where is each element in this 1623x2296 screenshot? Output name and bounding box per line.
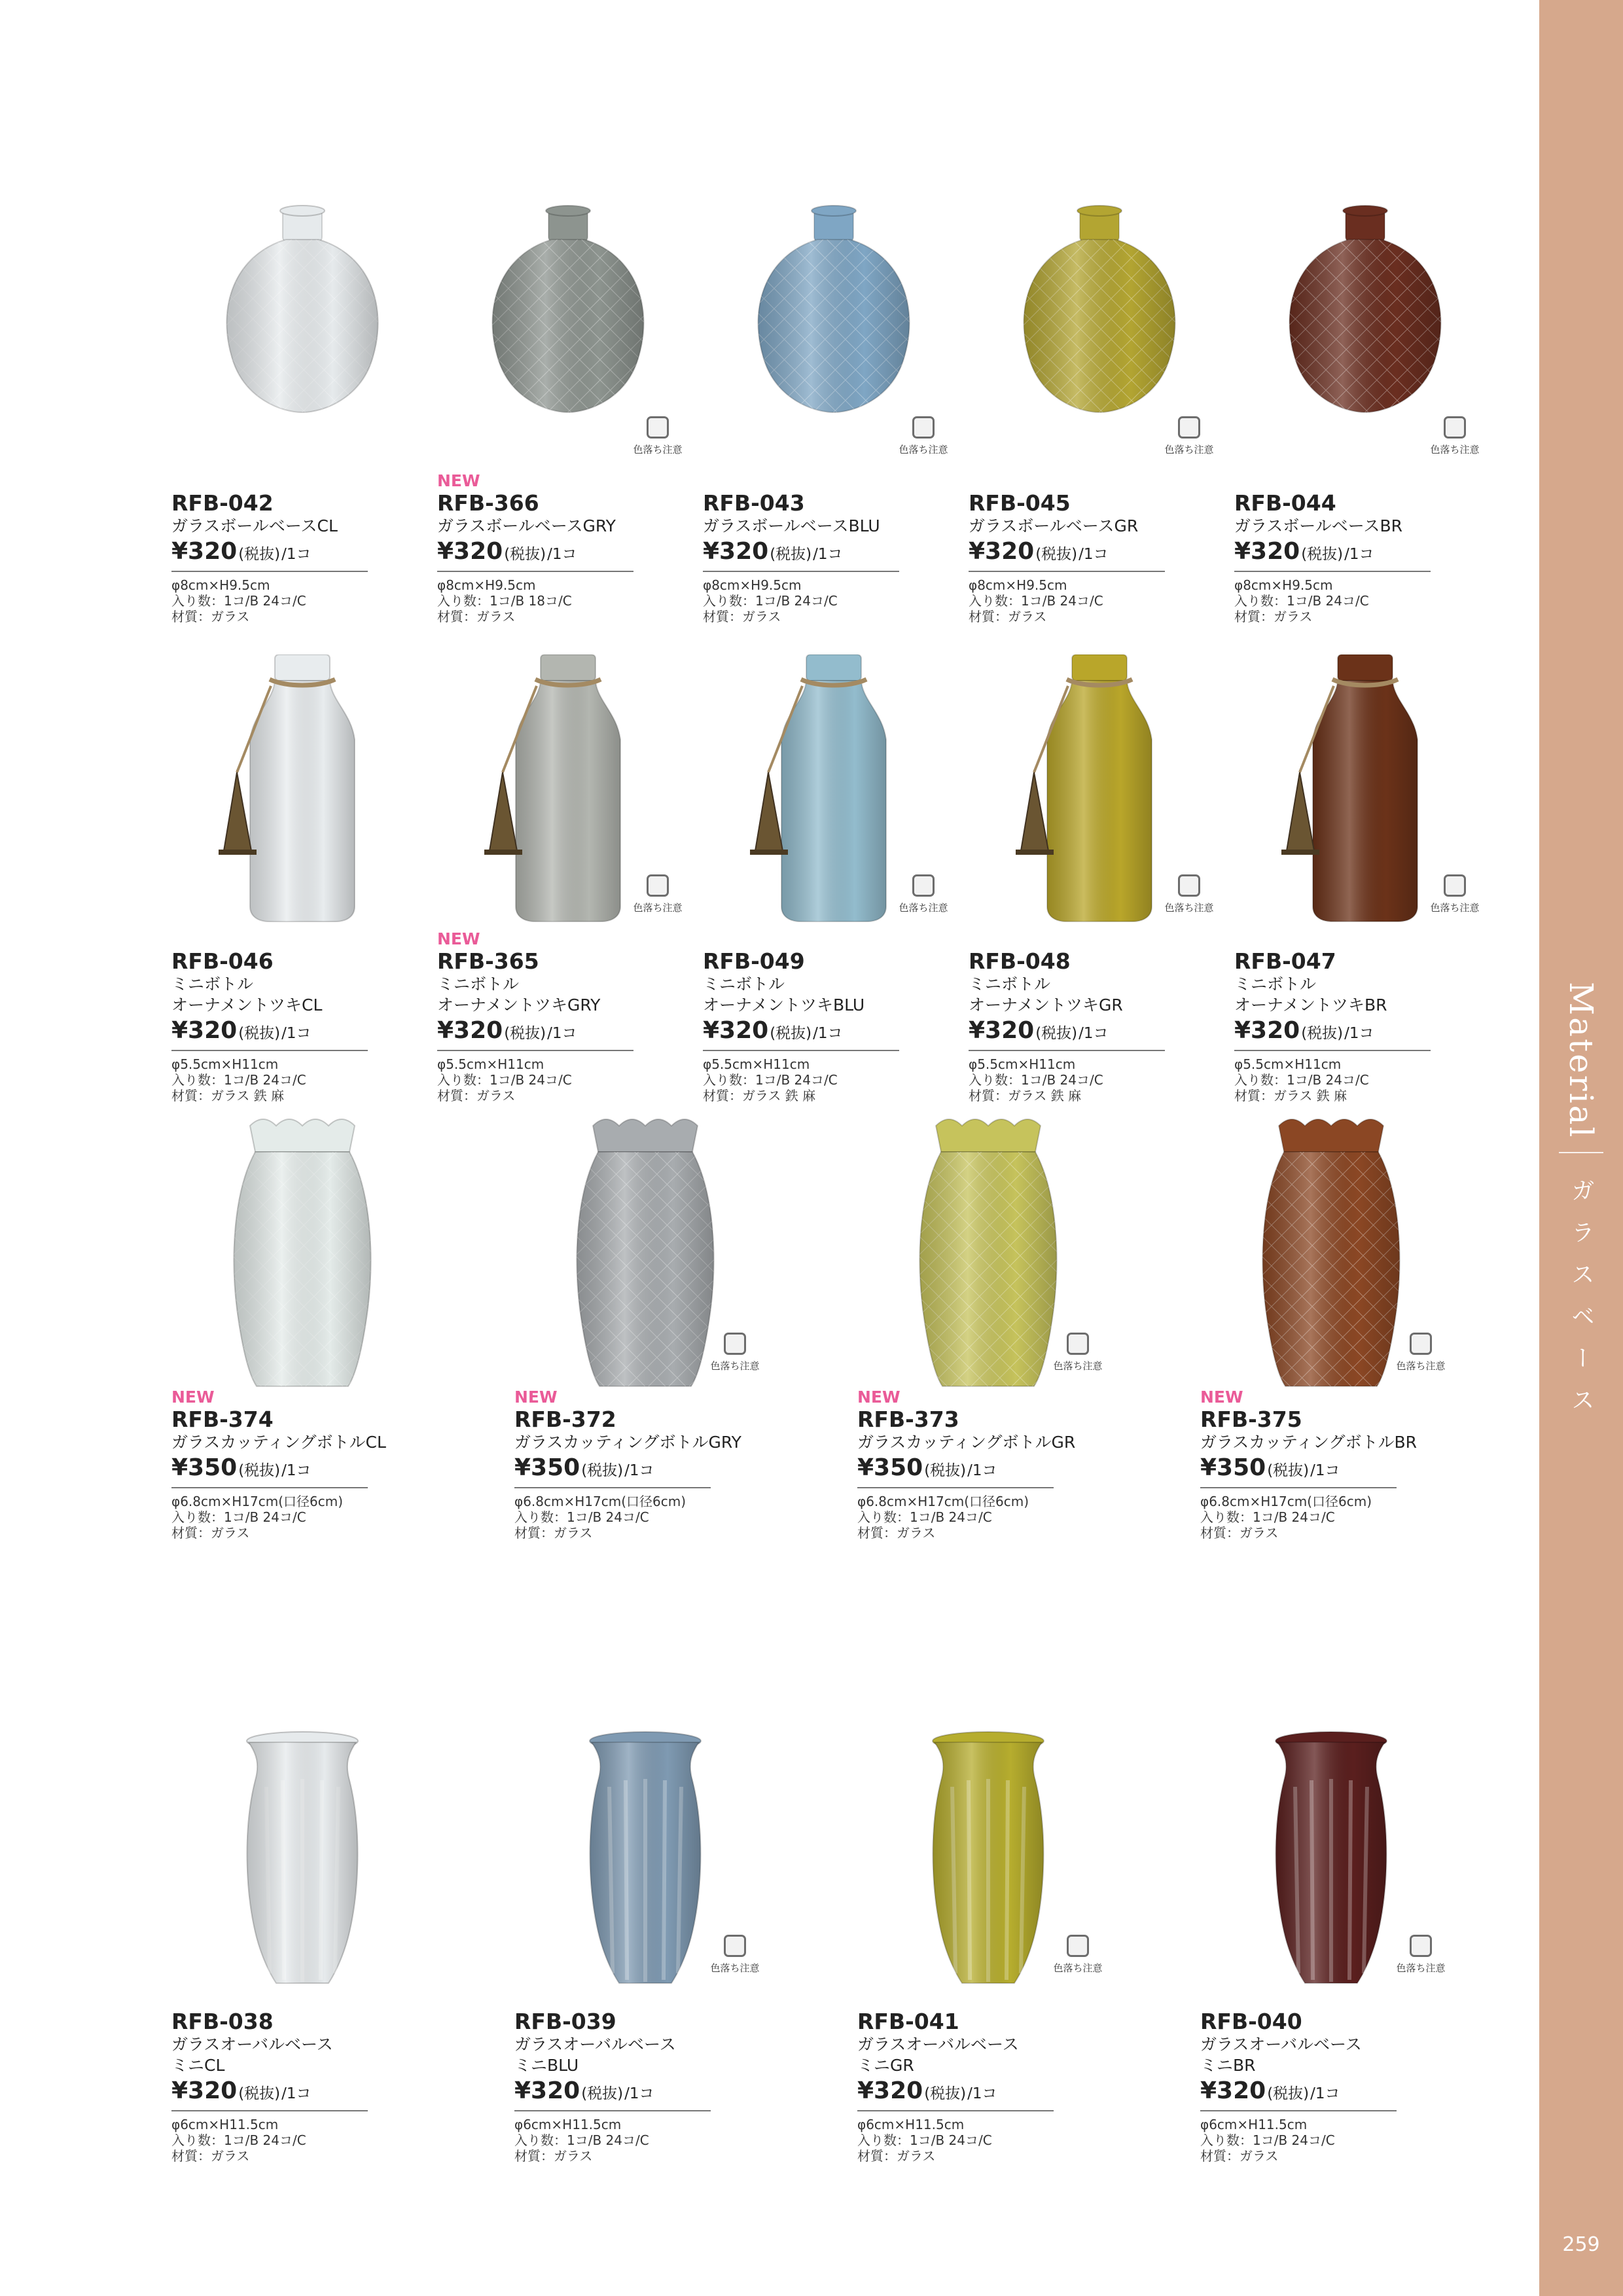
product-price: ¥320 [437, 1017, 503, 1044]
product-code: RFB-365 [437, 948, 539, 974]
price-unit: /1コ [1344, 1025, 1374, 1042]
color-fade-notice [622, 874, 694, 920]
product-name-line: ガラスカッティングボトルGR [857, 1433, 1076, 1452]
product-name-line: ミニボトル [171, 975, 254, 994]
product-info [514, 1990, 776, 2164]
price-unit: /1コ [1310, 1462, 1340, 1479]
color-fade-notice [622, 416, 694, 462]
product-spec: φ8cm×H9.5cm [969, 577, 1067, 593]
product-spec: 入り数：1コ/B 24コ/C [171, 1509, 306, 1525]
color-fade-label: 色落ち注意 [710, 1360, 760, 1372]
tax-note: (税抜) [1035, 546, 1078, 563]
color-fade-label: 色落ち注意 [710, 1962, 760, 1974]
product-code: RFB-042 [171, 490, 274, 516]
product-spec: φ6.8cm×H17cm(口径6cm) [514, 1494, 687, 1509]
product-card [857, 1113, 1119, 1584]
product-card [514, 1113, 776, 1584]
color-fade-icon [912, 874, 935, 897]
product-name-line: ミニボトル [1234, 975, 1317, 994]
price-unit: /1コ [1344, 546, 1374, 563]
price-unit: /1コ [547, 1025, 577, 1042]
product-spec: 材質：ガラス [857, 1525, 936, 1541]
product-price: ¥320 [171, 1017, 238, 1044]
new-badge [703, 929, 965, 949]
product-price: ¥320 [514, 2077, 580, 2104]
product-spec: 材質：ガラス 鉄 麻 [969, 1088, 1082, 1103]
price-line [514, 2077, 711, 2111]
product-spec: 入り数：1コ/B 24コ/C [703, 1072, 838, 1088]
price-unit: /1コ [281, 1025, 312, 1042]
price-unit: /1コ [1079, 546, 1109, 563]
new-badge: NEW [437, 929, 480, 948]
color-fade-label: 色落ち注意 [633, 444, 683, 456]
product-info [857, 1990, 1119, 2164]
price-line [969, 1017, 1165, 1051]
product-spec: 入り数：1コ/B 24コ/C [1234, 593, 1369, 609]
product-info [437, 929, 699, 1103]
product-card [514, 1715, 776, 2186]
product-name-line: オーナメントツキBR [1234, 996, 1387, 1014]
color-fade-icon [1178, 874, 1200, 897]
price-line [1200, 2077, 1397, 2111]
product-price: ¥320 [437, 538, 503, 565]
product-info [969, 929, 1230, 1103]
new-badge [969, 929, 1230, 949]
product-info [514, 1388, 776, 1541]
product-name-line: オーナメントツキGR [969, 996, 1123, 1014]
tax-note: (税抜) [504, 546, 546, 563]
product-price: ¥350 [1200, 1454, 1266, 1481]
product-spec: φ8cm×H9.5cm [703, 577, 802, 593]
product-spec: 材質：ガラス [437, 609, 516, 624]
color-fade-label: 色落ち注意 [1053, 1360, 1103, 1372]
product-price: ¥320 [171, 2077, 238, 2104]
color-fade-notice [699, 1935, 771, 1981]
color-fade-notice [1385, 1935, 1457, 1981]
product-spec: 材質：ガラス [1200, 2148, 1279, 2164]
color-fade-icon [1410, 1333, 1432, 1355]
product-spec: 材質：ガラス 鉄 麻 [703, 1088, 816, 1103]
tax-note: (税抜) [238, 2085, 281, 2102]
price-line [1234, 538, 1431, 572]
product-spec: 材質：ガラス [514, 2148, 593, 2164]
price-line [437, 538, 633, 572]
product-name-line: ガラスオーバルベース [857, 2035, 1019, 2054]
product-name-line: ミニCL [171, 2056, 225, 2075]
product-name-line: オーナメントツキBLU [703, 996, 865, 1014]
product-card [969, 655, 1230, 1126]
color-fade-icon [1067, 1333, 1089, 1355]
color-fade-notice [887, 874, 959, 920]
product-code: RFB-043 [703, 490, 805, 516]
product-spec: φ5.5cm×H11cm [171, 1056, 279, 1072]
product-card [1234, 196, 1496, 668]
product-card [857, 1715, 1119, 2186]
product-info [437, 471, 699, 624]
price-unit: /1コ [624, 1462, 654, 1479]
price-unit: /1コ [547, 546, 577, 563]
new-badge [171, 929, 433, 949]
product-spec: 材質：ガラス [437, 1088, 516, 1103]
product-spec: 入り数：1コ/B 24コ/C [969, 1072, 1103, 1088]
product-info [703, 929, 965, 1103]
color-fade-label: 色落ち注意 [1430, 902, 1480, 914]
product-spec: 材質：ガラス [969, 609, 1047, 624]
product-info [1200, 1388, 1462, 1541]
product-spec: 入り数：1コ/B 24コ/C [857, 1509, 992, 1525]
price-unit: /1コ [1310, 2085, 1340, 2102]
color-fade-icon [647, 874, 669, 897]
product-name-line: ガラスボールベースGRY [437, 516, 616, 535]
tax-note: (税抜) [1301, 546, 1344, 563]
product-code: RFB-375 [1200, 1407, 1302, 1432]
product-spec: 材質：ガラス [857, 2148, 936, 2164]
product-info [171, 929, 433, 1103]
product-name-line: ミニボトル [969, 975, 1051, 994]
color-fade-label: 色落ち注意 [1430, 444, 1480, 456]
side-tab-title: Material [1562, 982, 1600, 1139]
product-name-line: ガラスボールベースBR [1234, 516, 1403, 535]
product-card [703, 655, 965, 1126]
product-photo [171, 1113, 433, 1388]
price-unit: /1コ [813, 546, 843, 563]
side-tab-divider [1559, 1152, 1603, 1153]
product-spec: 入り数：1コ/B 24コ/C [514, 1509, 649, 1525]
price-line [514, 1454, 711, 1488]
price-line [1200, 1454, 1397, 1488]
price-line [857, 2077, 1054, 2111]
price-line [1234, 1017, 1431, 1051]
product-name-line: ガラスボールベースCL [171, 516, 338, 535]
color-fade-icon [724, 1935, 746, 1957]
side-tab-category: ガラスベース [1567, 1178, 1595, 1429]
product-card [437, 655, 699, 1126]
product-code: RFB-044 [1234, 490, 1336, 516]
color-fade-notice [699, 1333, 771, 1378]
product-info [171, 1990, 433, 2164]
new-badge [514, 1990, 776, 2009]
color-fade-icon [1410, 1935, 1432, 1957]
tax-note: (税抜) [581, 2085, 624, 2102]
new-badge: NEW [171, 1388, 215, 1407]
color-fade-label: 色落ち注意 [1053, 1962, 1103, 1974]
product-spec: 入り数：1コ/B 24コ/C [703, 593, 838, 609]
price-line [969, 538, 1165, 572]
product-photo [171, 655, 433, 929]
product-card [171, 1113, 433, 1584]
color-fade-icon [1067, 1935, 1089, 1957]
color-fade-label: 色落ち注意 [1164, 444, 1214, 456]
product-info [1234, 471, 1496, 624]
color-fade-label: 色落ち注意 [1396, 1962, 1446, 1974]
tax-note: (税抜) [770, 1025, 812, 1042]
price-line [171, 2077, 368, 2111]
product-price: ¥320 [1234, 538, 1300, 565]
color-fade-icon [647, 416, 669, 439]
tax-note: (税抜) [924, 1462, 967, 1479]
tax-note: (税抜) [504, 1025, 546, 1042]
product-info [857, 1388, 1119, 1541]
tax-note: (税抜) [238, 546, 281, 563]
color-fade-notice [1153, 416, 1225, 462]
product-code: RFB-366 [437, 490, 539, 516]
product-spec: φ6.8cm×H17cm(口径6cm) [171, 1494, 344, 1509]
product-photo [171, 1715, 433, 1990]
product-spec: 材質：ガラス [514, 1525, 593, 1541]
product-info [1234, 929, 1496, 1103]
price-line [437, 1017, 633, 1051]
product-spec: 材質：ガラス [703, 609, 781, 624]
new-badge [171, 471, 433, 491]
product-spec: φ6cm×H11.5cm [1200, 2117, 1308, 2132]
product-name-line: ガラスカッティングボトルCL [171, 1433, 386, 1452]
new-badge [1200, 1990, 1462, 2009]
product-price: ¥320 [1200, 2077, 1266, 2104]
tax-note: (税抜) [581, 1462, 624, 1479]
product-spec: φ6cm×H11.5cm [857, 2117, 965, 2132]
product-spec: φ5.5cm×H11cm [437, 1056, 544, 1072]
product-spec: 入り数：1コ/B 24コ/C [857, 2132, 992, 2148]
new-badge [857, 1990, 1119, 2009]
product-card [437, 196, 699, 668]
product-code: RFB-049 [703, 948, 805, 974]
product-spec: φ8cm×H9.5cm [1234, 577, 1333, 593]
product-price: ¥350 [171, 1454, 238, 1481]
price-line [857, 1454, 1054, 1488]
color-fade-notice [1419, 874, 1491, 920]
price-unit: /1コ [281, 546, 312, 563]
product-code: RFB-373 [857, 1407, 959, 1432]
product-spec: 入り数：1コ/B 24コ/C [1234, 1072, 1369, 1088]
product-card [1200, 1113, 1462, 1584]
product-name-line: ガラスオーバルベース [1200, 2035, 1362, 2054]
color-fade-notice [887, 416, 959, 462]
page-number: 259 [1562, 2233, 1600, 2256]
product-info [171, 471, 433, 624]
product-spec: 材質：ガラス [171, 609, 250, 624]
product-name-line: ミニBR [1200, 2056, 1256, 2075]
product-code: RFB-041 [857, 2009, 959, 2034]
product-price: ¥350 [857, 1454, 923, 1481]
tax-note: (税抜) [1035, 1025, 1078, 1042]
color-fade-notice [1385, 1333, 1457, 1378]
product-name-line: ミニBLU [514, 2056, 579, 2075]
product-info [171, 1388, 433, 1541]
color-fade-notice [1042, 1935, 1114, 1981]
price-unit: /1コ [967, 1462, 997, 1479]
product-spec: 入り数：1コ/B 24コ/C [514, 2132, 649, 2148]
price-unit: /1コ [1079, 1025, 1109, 1042]
product-price: ¥320 [703, 538, 769, 565]
product-spec: φ6cm×H11.5cm [171, 2117, 279, 2132]
color-fade-label: 色落ち注意 [1396, 1360, 1446, 1372]
product-spec: φ5.5cm×H11cm [1234, 1056, 1342, 1072]
product-spec: φ5.5cm×H11cm [969, 1056, 1076, 1072]
product-spec: 入り数：1コ/B 18コ/C [437, 593, 572, 609]
price-line [171, 538, 368, 572]
tax-note: (税抜) [238, 1462, 281, 1479]
color-fade-label: 色落ち注意 [633, 902, 683, 914]
product-spec: 材質：ガラス [171, 1525, 250, 1541]
color-fade-label: 色落ち注意 [1164, 902, 1214, 914]
tax-note: (税抜) [1267, 2085, 1310, 2102]
product-name-line: ガラスオーバルベース [514, 2035, 676, 2054]
color-fade-icon [1444, 416, 1466, 439]
product-card [1234, 655, 1496, 1126]
color-fade-notice [1153, 874, 1225, 920]
new-badge [171, 1990, 433, 2009]
product-spec: φ5.5cm×H11cm [703, 1056, 810, 1072]
product-code: RFB-047 [1234, 948, 1336, 974]
product-card [969, 196, 1230, 668]
color-fade-icon [1444, 874, 1466, 897]
new-badge [969, 471, 1230, 491]
product-spec: 入り数：1コ/B 24コ/C [1200, 1509, 1335, 1525]
price-line [171, 1017, 368, 1051]
price-unit: /1コ [624, 2085, 654, 2102]
product-price: ¥320 [1234, 1017, 1300, 1044]
product-code: RFB-372 [514, 1407, 616, 1432]
product-name-line: ガラスカッティングボトルBR [1200, 1433, 1418, 1452]
tax-note: (税抜) [1267, 1462, 1310, 1479]
product-spec: φ6cm×H11.5cm [514, 2117, 622, 2132]
price-unit: /1コ [967, 2085, 997, 2102]
price-unit: /1コ [281, 2085, 312, 2102]
product-card [1200, 1715, 1462, 2186]
product-price: ¥320 [857, 2077, 923, 2104]
product-spec: 材質：ガラス [171, 2148, 250, 2164]
product-code: RFB-046 [171, 948, 274, 974]
new-badge: NEW [1200, 1388, 1243, 1407]
product-name-line: ミニボトル [703, 975, 785, 994]
new-badge: NEW [437, 471, 480, 490]
product-name-line: オーナメントツキCL [171, 996, 323, 1014]
product-price: ¥320 [969, 1017, 1035, 1044]
new-badge: NEW [857, 1388, 901, 1407]
new-badge: NEW [514, 1388, 558, 1407]
product-card [171, 196, 433, 668]
product-name-line: ミニボトル [437, 975, 520, 994]
product-info [703, 471, 965, 624]
tax-note: (税抜) [770, 546, 812, 563]
new-badge [703, 471, 965, 491]
color-fade-label: 色落ち注意 [899, 444, 948, 456]
product-spec: φ8cm×H9.5cm [171, 577, 270, 593]
product-spec: φ8cm×H9.5cm [437, 577, 536, 593]
product-spec: 材質：ガラス 鉄 麻 [1234, 1088, 1347, 1103]
product-price: ¥320 [703, 1017, 769, 1044]
new-badge [1234, 471, 1496, 491]
price-line [703, 1017, 899, 1051]
product-card [703, 196, 965, 668]
tax-note: (税抜) [1301, 1025, 1344, 1042]
side-tab [1539, 0, 1623, 2296]
product-code: RFB-038 [171, 2009, 274, 2034]
product-info [1200, 1990, 1462, 2164]
product-spec: φ6.8cm×H17cm(口径6cm) [857, 1494, 1029, 1509]
product-name-line: ミニGR [857, 2056, 914, 2075]
product-spec: 入り数：1コ/B 24コ/C [171, 593, 306, 609]
product-price: ¥320 [969, 538, 1035, 565]
product-card [171, 655, 433, 1126]
color-fade-notice [1042, 1333, 1114, 1378]
product-spec: 入り数：1コ/B 24コ/C [171, 2132, 306, 2148]
color-fade-icon [724, 1333, 746, 1355]
product-name-line: ガラスボールベースGR [969, 516, 1139, 535]
color-fade-icon [1178, 416, 1200, 439]
new-badge [1234, 929, 1496, 949]
product-spec: 入り数：1コ/B 24コ/C [1200, 2132, 1335, 2148]
product-spec: 入り数：1コ/B 24コ/C [969, 593, 1103, 609]
price-unit: /1コ [813, 1025, 843, 1042]
product-name-line: ガラスカッティングボトルGRY [514, 1433, 741, 1452]
product-spec: φ6.8cm×H17cm(口径6cm) [1200, 1494, 1372, 1509]
product-code: RFB-040 [1200, 2009, 1302, 2034]
product-code: RFB-374 [171, 1407, 274, 1432]
product-spec: 材質：ガラス [1234, 609, 1313, 624]
product-code: RFB-039 [514, 2009, 616, 2034]
color-fade-notice [1419, 416, 1491, 462]
product-spec: 入り数：1コ/B 24コ/C [171, 1072, 306, 1088]
price-line [171, 1454, 368, 1488]
product-name-line: ガラスボールベースBLU [703, 516, 880, 535]
product-spec: 材質：ガラス [1200, 1525, 1279, 1541]
product-info [969, 471, 1230, 624]
product-photo [171, 196, 433, 471]
product-name-line: ガラスオーバルベース [171, 2035, 333, 2054]
product-card [171, 1715, 433, 2186]
product-price: ¥350 [514, 1454, 580, 1481]
product-spec: 入り数：1コ/B 24コ/C [437, 1072, 572, 1088]
price-unit: /1コ [281, 1462, 312, 1479]
product-name-line: オーナメントツキGRY [437, 996, 601, 1014]
product-spec: 材質：ガラス 鉄 麻 [171, 1088, 285, 1103]
color-fade-icon [912, 416, 935, 439]
color-fade-label: 色落ち注意 [899, 902, 948, 914]
product-price: ¥320 [171, 538, 238, 565]
product-code: RFB-048 [969, 948, 1071, 974]
price-line [703, 538, 899, 572]
tax-note: (税抜) [924, 2085, 967, 2102]
product-code: RFB-045 [969, 490, 1071, 516]
tax-note: (税抜) [238, 1025, 281, 1042]
